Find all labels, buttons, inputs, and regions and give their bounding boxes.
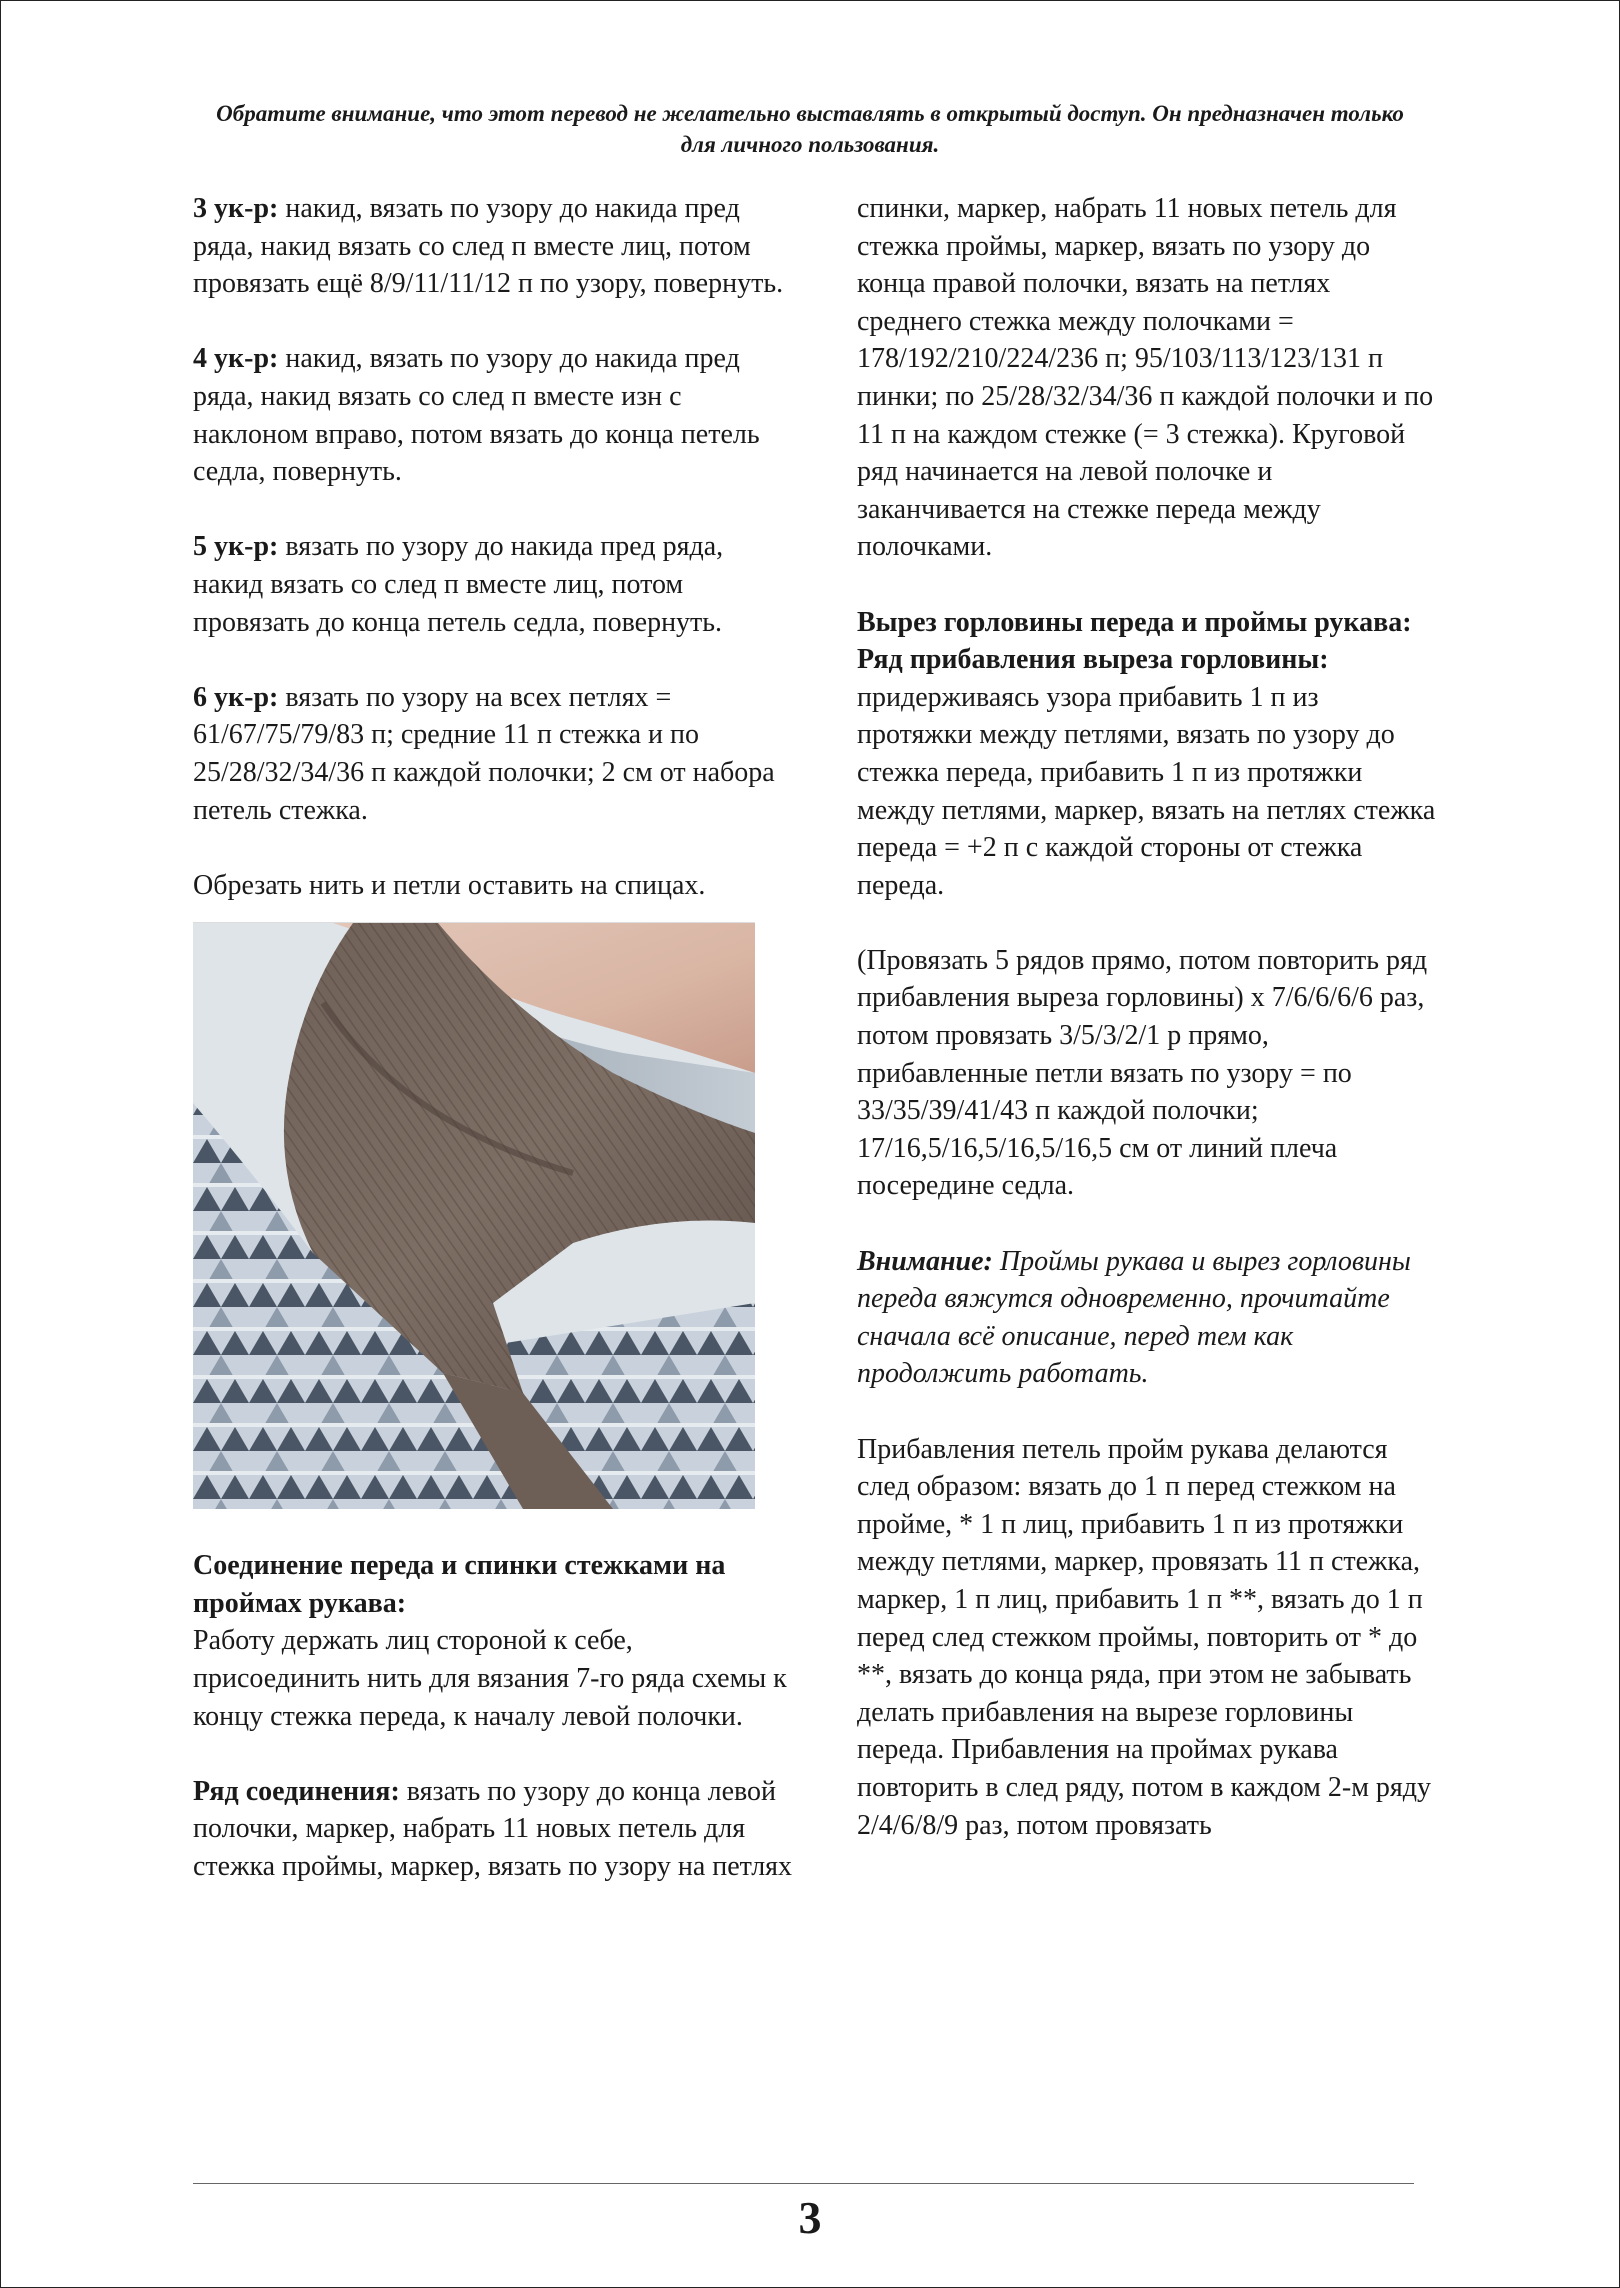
right-column [857, 190, 1437, 1844]
attention-paragraph [857, 1243, 1437, 1393]
attention-label: Внимание: [857, 1245, 993, 1277]
row-6-paragraph [193, 679, 793, 829]
row-6-label: 6 ук-р: [193, 681, 279, 713]
neck-increase-heading: Ряд прибавления выреза горловины: [857, 644, 1329, 676]
row-3-text: накид, вязать по узору до накида пред ряда, накид вязать со след п вместе лиц, потом провязать ещё 8/9/11/11/12 п по узору, повернуть. [193, 193, 784, 300]
joining-row-text: вязать по узору до конца левой полочки, маркер, набрать 11 новых петель для стежка проймы, маркер, вязать по узору на петлях [193, 1775, 793, 1883]
row-3-label: 3 ук-р: [193, 193, 279, 224]
page-number: 3 [798, 2192, 822, 2243]
cut-yarn-paragraph: Обрезать нить и петли оставить на спицах. [193, 869, 706, 901]
neck-armhole-heading: Вырез горловины переда и проймы рукава: [857, 606, 1412, 638]
attention-text: Проймы рукава и вырез горловины переда вяжутся одновременно, прочитайте сначала всё описание, перед тем как продолжить работать. [857, 1245, 1411, 1390]
joining-row-label: Ряд соединения: [193, 1775, 400, 1807]
row-5-label: 5 ук-р: [193, 531, 279, 563]
left-column [193, 190, 793, 1886]
joining-row-paragraph [193, 1773, 793, 1886]
join-paragraph: Работу держать лиц стороной к себе, присоединить нить для вязания 7-го ряда схемы к концу стежка переда, к началу левой полочки. [193, 1625, 787, 1732]
continuation-paragraph: спинки, маркер, набрать 11 новых петель для стежка проймы, маркер, вязать по узору до конца правой полочки, вязать на петлях среднего стежка между полочками = 178/192/210/224/236 п; 95/103/113/123/131 п пинки; по 25/28/32/34/36 п каждой полочки и по 11 п на каждом стежке (= 3 стежка). Круговой ряд начинается на левой полочке и заканчивается на стежке переда между полочками. [857, 193, 1434, 563]
collar-photo-image [193, 923, 755, 1509]
armhole-increase-paragraph: Прибавления петель пройм рукава делаются след образом: вязать до 1 п перед стежком на пройме, * 1 п лиц, прибавить 1 п из протяжки между петлями, маркер, провязать 11 п стежка, маркер, 1 п лиц, прибавить 1 п **, вязать до 1 п перед след стежком проймы, повторить от * до **, вязать до конца ряда, при этом не забывать делать прибавления на вырезе горловины переда. Прибавления на проймах рукава повторить в след ряду, потом в каждом 2-м ряду 2/4/6/8/9 раз, потом провязать [857, 1433, 1432, 1841]
neck-increase-paragraph: придерживаясь узора прибавить 1 п из протяжки между петлями, вязать по узору до стежка переда, прибавить 1 п из протяжки между петлями, маркер, вязать на петлях стежка переда = +2 п с каждой стороны от стежка переда. [857, 681, 1436, 901]
sweater-collar-photo [193, 922, 755, 1509]
row-4-text: накид, вязать по узору до накида пред ряда, накид вязать со след п вместе изн с наклоном вправо, потом вязать до конца петель седла, повернуть. [193, 343, 760, 488]
row-5-text: вязать по узору до накида пред ряда, накид вязать со след п вместе лиц, потом провязать до конца петель седла, повернуть. [193, 531, 724, 638]
row-6-text: вязать по узору на всех петлях = 61/67/75/79/83 п; средние 11 п стежка и по 25/28/32/34/36 п каждой полочки; 2 см от набора петель стежка. [193, 681, 775, 826]
usage-notice: Обратите внимание, что этот перевод не желательно выставлять в открытый доступ. Он предназначен только для личного пользования. [216, 101, 1404, 157]
repeat-paragraph: (Провязать 5 рядов прямо, потом повторить ряд прибавления выреза горловины) x 7/6/6/6/6 раз, потом провязать 3/5/3/2/1 р прямо, прибавленные петли вязать по узору = по 33/35/39/41/43 п каждой полочки; 17/16,5/16,5/16,5/16,5 см от линий плеча посередине седла. [857, 944, 1428, 1202]
row-3-paragraph [193, 190, 793, 303]
row-4-paragraph [193, 340, 793, 490]
join-heading: Соединение переда и спинки стежками на проймах рукава: [193, 1550, 726, 1619]
row-4-label: 4 ук-р: [193, 343, 279, 375]
footer-divider [193, 2183, 1414, 2184]
row-5-paragraph [193, 528, 793, 641]
